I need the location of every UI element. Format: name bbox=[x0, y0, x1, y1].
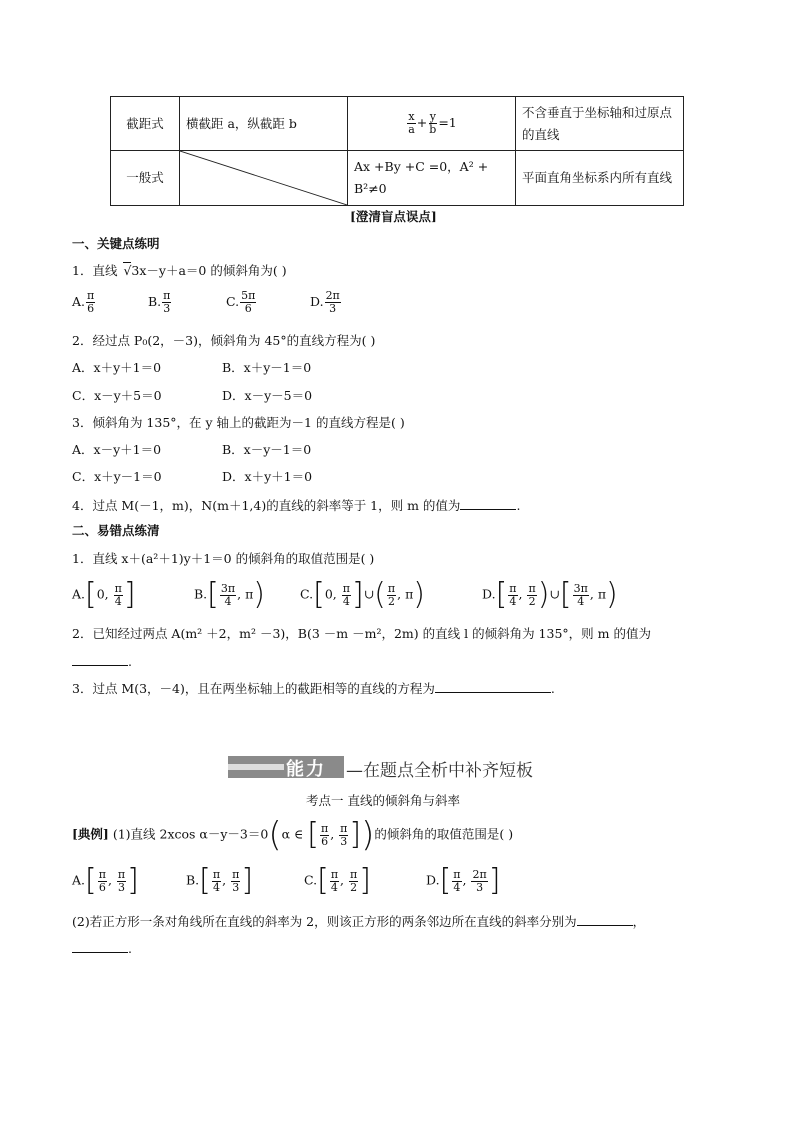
option-b[interactable]: B.[ $\frac{3\pi}{4}$ , π) bbox=[194, 577, 266, 612]
option-b[interactable]: B．x＋y－1＝0 bbox=[222, 360, 312, 375]
answer-blank[interactable] bbox=[577, 913, 633, 926]
scope-text: 不含垂直于坐标轴和过原点的直线 bbox=[522, 104, 673, 142]
answer-blank[interactable] bbox=[72, 653, 128, 666]
fraction: $\frac{x}{a}$ bbox=[408, 110, 415, 136]
scope-text: 平面直角坐标系内所有直线 bbox=[522, 170, 673, 185]
q2-stem: 2．经过点 P₀(2，－3)，倾斜角为 45°的直线方程为( ) bbox=[72, 333, 376, 348]
option-a[interactable]: A. $\frac{\pi}{6}$ bbox=[72, 289, 95, 315]
option-c[interactable]: C．x＋y－1＝0 bbox=[72, 469, 162, 484]
example-tag: [典例] bbox=[72, 826, 109, 842]
empty-diagonal-cell bbox=[180, 151, 348, 206]
table-row bbox=[111, 97, 684, 151]
option-c[interactable]: C. $\frac{5\pi}{6}$ bbox=[226, 289, 256, 315]
option-d[interactable]: D. $\frac{2\pi}{3}$ bbox=[310, 289, 340, 315]
option-c[interactable]: C．x－y＋5＝0 bbox=[72, 388, 162, 403]
part1-heading: 一、关键点练明 bbox=[72, 236, 160, 251]
equation-cell bbox=[348, 151, 516, 206]
form-name: 截距式 bbox=[126, 115, 164, 131]
table-row bbox=[111, 151, 684, 206]
p2-q1-options bbox=[72, 578, 752, 612]
p2-q3-stem: 3．过点 M(3，－4)，且在两坐标轴上的截距相等的直线的方程为 . bbox=[72, 681, 555, 696]
option-d[interactable]: D.[ $\frac{\pi}{4}$ , $\frac{\pi}{2}$ )∪[ $\frac{3\pi}{4}$ , π) bbox=[482, 577, 618, 612]
equation-text: Ax +By +C =0，A² + B²≠0 bbox=[354, 159, 489, 196]
p2-q2-answer: . bbox=[72, 653, 132, 670]
form-name-cell bbox=[111, 151, 180, 206]
option-b[interactable]: B．x－y－1＝0 bbox=[222, 442, 312, 457]
topic-heading: 考点一 直线的倾斜角与斜率 bbox=[306, 793, 460, 808]
params-text: 横截距 a，纵截距 b bbox=[186, 115, 297, 131]
banner-subtitle: —在题点全析中补齐短板 bbox=[346, 761, 533, 781]
option-b[interactable]: B. $\frac{\pi}{3}$ bbox=[148, 289, 171, 315]
answer-blank[interactable] bbox=[460, 497, 516, 510]
form-name: 一般式 bbox=[126, 170, 164, 185]
banner-title: 能力 bbox=[286, 759, 326, 780]
option-c[interactable]: C.[0, $\frac{\pi}{4}$ ]∪( $\frac{\pi}{2}$ , π) bbox=[300, 577, 426, 612]
example-part2: (2)若正方形一条对角线所在直线的斜率为 2，则该正方形的两条邻边所在直线的斜率分别为 ， bbox=[72, 914, 646, 929]
option-d[interactable]: D.[ $\frac{\pi}{4}$ , $\frac{2\pi}{3}$ ] bbox=[426, 863, 501, 898]
answer-blank[interactable] bbox=[435, 680, 551, 693]
equation-cell: $\frac{x}{a}$ + $\frac{y}{b}$ =1 bbox=[348, 97, 516, 151]
p2-q1-stem: 1．直线 x＋(a²＋1)y＋1＝0 的倾斜角的取值范围是( ) bbox=[72, 551, 375, 566]
option-c[interactable]: C.[ $\frac{\pi}{4}$ , $\frac{\pi}{2}$ ] bbox=[304, 863, 371, 898]
scope-cell bbox=[516, 151, 684, 206]
option-a[interactable]: A．x－y＋1＝0 bbox=[72, 442, 162, 457]
option-d[interactable]: D．x－y－5＝0 bbox=[222, 388, 313, 403]
option-a[interactable]: A．x＋y＋1＝0 bbox=[72, 360, 162, 375]
banner-stripe bbox=[228, 764, 284, 770]
option-a[interactable]: A.[ $\frac{\pi}{6}$ , $\frac{\pi}{3}$ ] bbox=[72, 863, 139, 898]
line-forms-table bbox=[110, 96, 684, 206]
q3-stem: 3．倾斜角为 135°，在 y 轴上的截距为－1 的直线方程是( ) bbox=[72, 415, 405, 430]
q1-stem: 1．直线 √3x－y＋a＝0 的倾斜角为( ) bbox=[72, 263, 287, 278]
params-cell bbox=[180, 97, 348, 151]
answer-blank[interactable] bbox=[72, 940, 128, 953]
example-options bbox=[72, 863, 752, 900]
p2-q2-stem: 2．已知经过两点 A(m² ＋2，m² －3)，B(3 －m －m²，2m) 的直线 l 的倾斜角为 135°，则 m 的值为 bbox=[72, 626, 651, 641]
example-part2-cont: . bbox=[72, 940, 132, 957]
diagonal-line bbox=[180, 151, 347, 205]
scope-cell bbox=[516, 97, 684, 151]
fraction: $\frac{y}{b}$ bbox=[429, 110, 437, 136]
form-name-cell bbox=[111, 97, 180, 151]
example-part1: [典例] (1)直线 2xcos α－y－3＝0(α ∈ [ $\frac{\pi}{6}$ , $\frac{\pi}{3}$ ])的倾斜角的取值范围是( ) bbox=[72, 815, 514, 855]
option-a[interactable]: A.[0, $\frac{\pi}{4}$ ] bbox=[72, 577, 136, 612]
sqrt-symbol: √ bbox=[123, 263, 132, 278]
option-d[interactable]: D．x＋y＋1＝0 bbox=[222, 469, 313, 484]
part2-heading: 二、易错点练清 bbox=[72, 523, 160, 538]
section-label: [澄清盲点误点] bbox=[350, 209, 437, 224]
option-b[interactable]: B.[ $\frac{\pi}{4}$ , $\frac{\pi}{3}$ ] bbox=[186, 863, 254, 898]
q4-stem: 4．过点 M(－1，m)，N(m＋1,4)的直线的斜率等于 1，则 m 的值为 . bbox=[72, 498, 521, 513]
